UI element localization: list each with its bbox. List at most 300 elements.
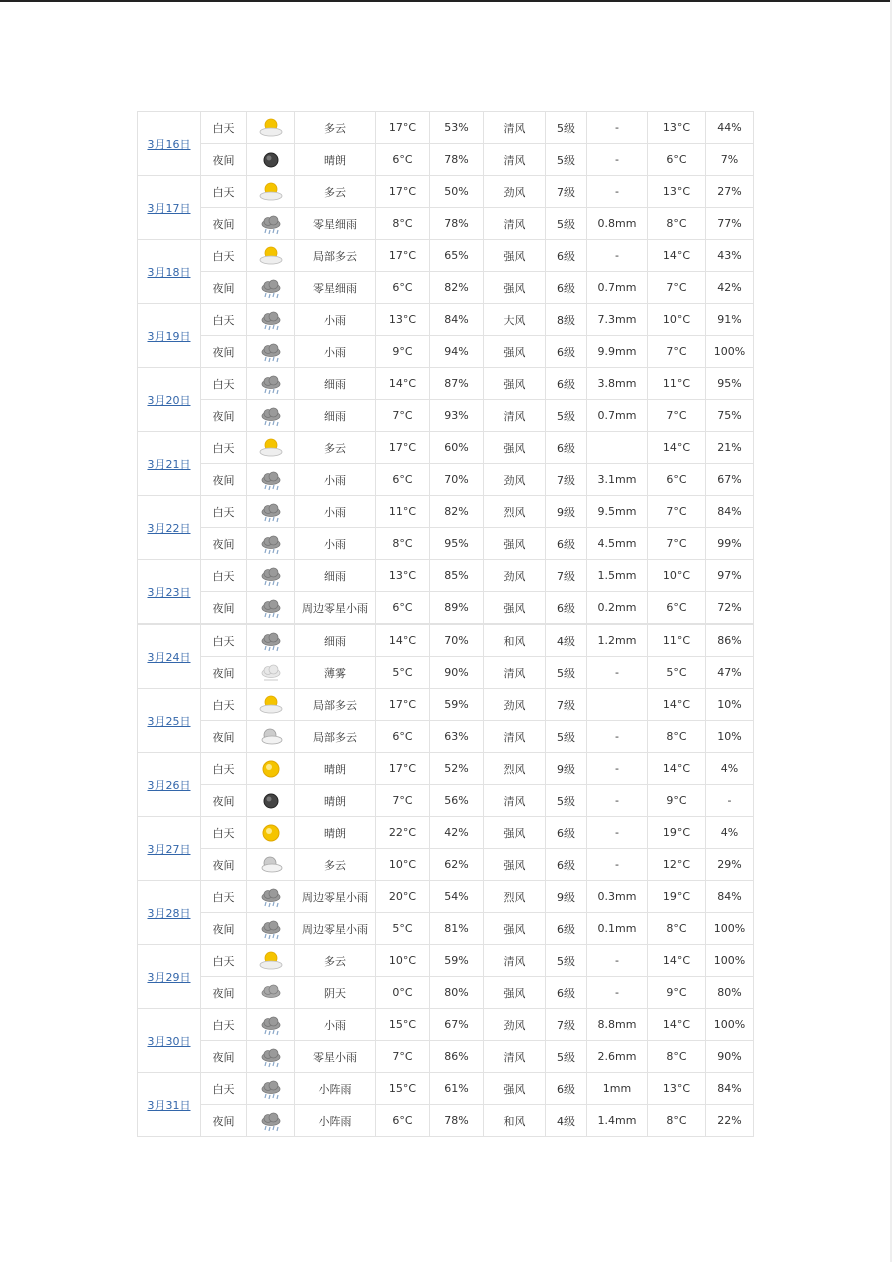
table-row bbox=[138, 144, 754, 176]
feels-like-cell: 10°C bbox=[648, 304, 706, 336]
temperature-cell: 9°C bbox=[376, 336, 430, 368]
wind-cell: 强风 bbox=[484, 913, 546, 945]
weather-desc-cell: 多云 bbox=[295, 945, 376, 977]
rain-icon bbox=[258, 213, 284, 235]
precip-chance-cell: 72% bbox=[706, 592, 754, 624]
wind-cell: 大风 bbox=[484, 304, 546, 336]
temperature-cell: 6°C bbox=[376, 1105, 430, 1137]
table-row bbox=[138, 849, 754, 881]
table-row bbox=[138, 336, 754, 368]
precip-chance-cell: 90% bbox=[706, 1041, 754, 1073]
period-label: 夜间 bbox=[201, 336, 247, 368]
rain-icon bbox=[258, 1078, 284, 1100]
wind-level-cell: 9级 bbox=[546, 496, 587, 528]
period-label: 夜间 bbox=[201, 464, 247, 496]
period-label: 白天 bbox=[201, 945, 247, 977]
wind-level-cell: 9级 bbox=[546, 881, 587, 913]
humidity-cell: 54% bbox=[430, 881, 484, 913]
date-link[interactable]: 3月23日 bbox=[138, 560, 201, 624]
wind-cell: 劲风 bbox=[484, 689, 546, 721]
weather-icon-cell bbox=[247, 304, 295, 336]
precipitation-cell: 1mm bbox=[587, 1073, 648, 1105]
precipitation-cell: 8.8mm bbox=[587, 1009, 648, 1041]
precipitation-cell: 3.8mm bbox=[587, 368, 648, 400]
precipitation-cell bbox=[587, 432, 648, 464]
feels-like-cell: 6°C bbox=[648, 144, 706, 176]
precip-chance-cell: 100% bbox=[706, 336, 754, 368]
wind-cell: 强风 bbox=[484, 1073, 546, 1105]
temperature-cell: 6°C bbox=[376, 592, 430, 624]
date-link[interactable]: 3月30日 bbox=[138, 1009, 201, 1073]
wind-level-cell: 6级 bbox=[546, 272, 587, 304]
feels-like-cell: 6°C bbox=[648, 464, 706, 496]
wind-level-cell: 7级 bbox=[546, 176, 587, 208]
wind-level-cell: 4级 bbox=[546, 1105, 587, 1137]
table-row bbox=[138, 528, 754, 560]
weather-icon-cell bbox=[247, 1041, 295, 1073]
precipitation-cell: - bbox=[587, 977, 648, 1009]
weather-desc-cell: 细雨 bbox=[295, 560, 376, 592]
precip-chance-cell: 27% bbox=[706, 176, 754, 208]
weather-desc-cell: 阴天 bbox=[295, 977, 376, 1009]
date-link[interactable]: 3月18日 bbox=[138, 240, 201, 304]
weather-icon-cell bbox=[247, 945, 295, 977]
date-link[interactable]: 3月20日 bbox=[138, 368, 201, 432]
weather-desc-cell: 晴朗 bbox=[295, 817, 376, 849]
rain-icon bbox=[258, 1014, 284, 1036]
wind-cell: 烈风 bbox=[484, 753, 546, 785]
precipitation-cell: - bbox=[587, 240, 648, 272]
feels-like-cell: 14°C bbox=[648, 432, 706, 464]
weather-desc-cell: 多云 bbox=[295, 432, 376, 464]
sunny-icon bbox=[258, 822, 284, 844]
weather-icon-cell bbox=[247, 496, 295, 528]
period-label: 白天 bbox=[201, 753, 247, 785]
weather-desc-cell: 局部多云 bbox=[295, 721, 376, 753]
wind-cell: 清风 bbox=[484, 112, 546, 144]
wind-level-cell: 5级 bbox=[546, 112, 587, 144]
wind-cell: 劲风 bbox=[484, 560, 546, 592]
feels-like-cell: 19°C bbox=[648, 817, 706, 849]
partly-cloudy-night-icon bbox=[258, 726, 284, 748]
table-row bbox=[138, 1105, 754, 1137]
wind-level-cell: 6级 bbox=[546, 240, 587, 272]
table-row bbox=[138, 753, 754, 785]
temperature-cell: 17°C bbox=[376, 689, 430, 721]
precipitation-cell: 0.2mm bbox=[587, 592, 648, 624]
wind-level-cell: 5级 bbox=[546, 144, 587, 176]
precipitation-cell: 1.5mm bbox=[587, 560, 648, 592]
wind-level-cell: 5级 bbox=[546, 785, 587, 817]
feels-like-cell: 11°C bbox=[648, 625, 706, 657]
wind-cell: 清风 bbox=[484, 400, 546, 432]
table-row bbox=[138, 1073, 754, 1105]
precipitation-cell: 7.3mm bbox=[587, 304, 648, 336]
rain-icon bbox=[258, 886, 284, 908]
weather-icon-cell bbox=[247, 753, 295, 785]
feels-like-cell: 14°C bbox=[648, 240, 706, 272]
feels-like-cell: 7°C bbox=[648, 496, 706, 528]
wind-level-cell: 6级 bbox=[546, 913, 587, 945]
wind-level-cell: 6级 bbox=[546, 528, 587, 560]
precipitation-cell: - bbox=[587, 144, 648, 176]
feels-like-cell: 12°C bbox=[648, 849, 706, 881]
weather-desc-cell: 小雨 bbox=[295, 496, 376, 528]
date-link[interactable]: 3月26日 bbox=[138, 753, 201, 817]
period-label: 夜间 bbox=[201, 849, 247, 881]
period-label: 夜间 bbox=[201, 400, 247, 432]
date-link[interactable]: 3月28日 bbox=[138, 881, 201, 945]
table-row bbox=[138, 368, 754, 400]
wind-cell: 清风 bbox=[484, 721, 546, 753]
weather-desc-cell: 小雨 bbox=[295, 304, 376, 336]
rain-icon bbox=[258, 1046, 284, 1068]
table-row bbox=[138, 272, 754, 304]
weather-desc-cell: 晴朗 bbox=[295, 785, 376, 817]
weather-desc-cell: 细雨 bbox=[295, 625, 376, 657]
wind-cell: 强风 bbox=[484, 336, 546, 368]
feels-like-cell: 9°C bbox=[648, 785, 706, 817]
wind-level-cell: 5级 bbox=[546, 721, 587, 753]
humidity-cell: 60% bbox=[430, 432, 484, 464]
period-label: 夜间 bbox=[201, 1105, 247, 1137]
wind-level-cell: 6级 bbox=[546, 849, 587, 881]
period-label: 夜间 bbox=[201, 785, 247, 817]
rain-icon bbox=[258, 1110, 284, 1132]
feels-like-cell: 8°C bbox=[648, 1105, 706, 1137]
weather-desc-cell: 周边零星小雨 bbox=[295, 592, 376, 624]
weather-desc-cell: 细雨 bbox=[295, 400, 376, 432]
wind-cell: 和风 bbox=[484, 625, 546, 657]
precipitation-cell: - bbox=[587, 849, 648, 881]
rain-icon bbox=[258, 501, 284, 523]
precip-chance-cell: - bbox=[706, 785, 754, 817]
date-link[interactable]: 3月16日 bbox=[138, 112, 201, 176]
wind-level-cell: 6级 bbox=[546, 592, 587, 624]
wind-cell: 烈风 bbox=[484, 496, 546, 528]
date-link[interactable]: 3月21日 bbox=[138, 432, 201, 496]
feels-like-cell: 7°C bbox=[648, 272, 706, 304]
feels-like-cell: 13°C bbox=[648, 176, 706, 208]
precip-chance-cell: 10% bbox=[706, 689, 754, 721]
humidity-cell: 78% bbox=[430, 208, 484, 240]
temperature-cell: 15°C bbox=[376, 1009, 430, 1041]
weather-icon-cell bbox=[247, 785, 295, 817]
precipitation-cell: 0.7mm bbox=[587, 272, 648, 304]
humidity-cell: 56% bbox=[430, 785, 484, 817]
period-label: 白天 bbox=[201, 432, 247, 464]
humidity-cell: 52% bbox=[430, 753, 484, 785]
table-row bbox=[138, 785, 754, 817]
precipitation-cell: - bbox=[587, 753, 648, 785]
precipitation-cell: 1.4mm bbox=[587, 1105, 648, 1137]
precip-chance-cell: 67% bbox=[706, 464, 754, 496]
humidity-cell: 50% bbox=[430, 176, 484, 208]
precipitation-cell: 0.8mm bbox=[587, 208, 648, 240]
feels-like-cell: 14°C bbox=[648, 1009, 706, 1041]
weather-desc-cell: 薄雾 bbox=[295, 657, 376, 689]
weather-icon-cell bbox=[247, 913, 295, 945]
precipitation-cell bbox=[587, 689, 648, 721]
weather-desc-cell: 细雨 bbox=[295, 368, 376, 400]
weather-desc-cell: 多云 bbox=[295, 112, 376, 144]
humidity-cell: 90% bbox=[430, 657, 484, 689]
precip-chance-cell: 44% bbox=[706, 112, 754, 144]
precip-chance-cell: 84% bbox=[706, 881, 754, 913]
wind-cell: 清风 bbox=[484, 785, 546, 817]
wind-cell: 劲风 bbox=[484, 176, 546, 208]
wind-level-cell: 5级 bbox=[546, 1041, 587, 1073]
wind-level-cell: 7级 bbox=[546, 560, 587, 592]
temperature-cell: 5°C bbox=[376, 657, 430, 689]
precipitation-cell: - bbox=[587, 785, 648, 817]
period-label: 夜间 bbox=[201, 977, 247, 1009]
weather-desc-cell: 周边零星小雨 bbox=[295, 881, 376, 913]
precipitation-cell: 0.7mm bbox=[587, 400, 648, 432]
period-label: 夜间 bbox=[201, 272, 247, 304]
precipitation-cell: 2.6mm bbox=[587, 1041, 648, 1073]
temperature-cell: 8°C bbox=[376, 208, 430, 240]
weather-icon-cell bbox=[247, 625, 295, 657]
precip-chance-cell: 95% bbox=[706, 368, 754, 400]
weather-icon-cell bbox=[247, 1105, 295, 1137]
humidity-cell: 42% bbox=[430, 817, 484, 849]
feels-like-cell: 7°C bbox=[648, 400, 706, 432]
weather-desc-cell: 小阵雨 bbox=[295, 1073, 376, 1105]
table-row bbox=[138, 945, 754, 977]
period-label: 夜间 bbox=[201, 592, 247, 624]
period-label: 白天 bbox=[201, 304, 247, 336]
weather-desc-cell: 局部多云 bbox=[295, 240, 376, 272]
feels-like-cell: 7°C bbox=[648, 528, 706, 560]
humidity-cell: 81% bbox=[430, 913, 484, 945]
weather-table-1 bbox=[137, 111, 754, 624]
date-link[interactable]: 3月19日 bbox=[138, 304, 201, 368]
feels-like-cell: 8°C bbox=[648, 208, 706, 240]
partly-cloudy-day-icon bbox=[258, 245, 284, 267]
wind-level-cell: 7级 bbox=[546, 689, 587, 721]
weather-desc-cell: 晴朗 bbox=[295, 753, 376, 785]
feels-like-cell: 14°C bbox=[648, 945, 706, 977]
period-label: 白天 bbox=[201, 560, 247, 592]
rain-icon bbox=[258, 373, 284, 395]
partly-cloudy-night-icon bbox=[258, 854, 284, 876]
period-label: 夜间 bbox=[201, 1041, 247, 1073]
weather-icon-cell bbox=[247, 144, 295, 176]
rain-icon bbox=[258, 597, 284, 619]
period-label: 白天 bbox=[201, 817, 247, 849]
wind-level-cell: 6级 bbox=[546, 432, 587, 464]
feels-like-cell: 5°C bbox=[648, 657, 706, 689]
period-label: 夜间 bbox=[201, 657, 247, 689]
temperature-cell: 14°C bbox=[376, 368, 430, 400]
precipitation-cell: - bbox=[587, 176, 648, 208]
date-link[interactable]: 3月27日 bbox=[138, 817, 201, 881]
humidity-cell: 59% bbox=[430, 689, 484, 721]
wind-level-cell: 5级 bbox=[546, 657, 587, 689]
period-label: 夜间 bbox=[201, 208, 247, 240]
humidity-cell: 86% bbox=[430, 1041, 484, 1073]
feels-like-cell: 19°C bbox=[648, 881, 706, 913]
period-label: 白天 bbox=[201, 176, 247, 208]
temperature-cell: 13°C bbox=[376, 304, 430, 336]
wind-cell: 强风 bbox=[484, 272, 546, 304]
weather-icon-cell bbox=[247, 689, 295, 721]
temperature-cell: 13°C bbox=[376, 560, 430, 592]
table-row bbox=[138, 496, 754, 528]
humidity-cell: 61% bbox=[430, 1073, 484, 1105]
humidity-cell: 95% bbox=[430, 528, 484, 560]
temperature-cell: 6°C bbox=[376, 144, 430, 176]
humidity-cell: 82% bbox=[430, 272, 484, 304]
feels-like-cell: 11°C bbox=[648, 368, 706, 400]
temperature-cell: 6°C bbox=[376, 464, 430, 496]
temperature-cell: 11°C bbox=[376, 496, 430, 528]
wind-cell: 清风 bbox=[484, 208, 546, 240]
wind-level-cell: 6级 bbox=[546, 336, 587, 368]
precip-chance-cell: 47% bbox=[706, 657, 754, 689]
precip-chance-cell: 91% bbox=[706, 304, 754, 336]
wind-level-cell: 5级 bbox=[546, 208, 587, 240]
temperature-cell: 10°C bbox=[376, 945, 430, 977]
wind-cell: 强风 bbox=[484, 528, 546, 560]
precip-chance-cell: 4% bbox=[706, 753, 754, 785]
weather-desc-cell: 晴朗 bbox=[295, 144, 376, 176]
weather-icon-cell bbox=[247, 592, 295, 624]
weather-desc-cell: 零星小雨 bbox=[295, 1041, 376, 1073]
temperature-cell: 17°C bbox=[376, 432, 430, 464]
wind-cell: 清风 bbox=[484, 945, 546, 977]
weather-desc-cell: 多云 bbox=[295, 176, 376, 208]
humidity-cell: 87% bbox=[430, 368, 484, 400]
feels-like-cell: 6°C bbox=[648, 592, 706, 624]
weather-table-2 bbox=[137, 624, 754, 1137]
precipitation-cell: - bbox=[587, 657, 648, 689]
table-row bbox=[138, 689, 754, 721]
humidity-cell: 82% bbox=[430, 496, 484, 528]
weather-icon-cell bbox=[247, 881, 295, 913]
precip-chance-cell: 100% bbox=[706, 1009, 754, 1041]
table-row bbox=[138, 176, 754, 208]
wind-level-cell: 4级 bbox=[546, 625, 587, 657]
overcast-icon bbox=[258, 982, 284, 1004]
wind-level-cell: 5级 bbox=[546, 945, 587, 977]
wind-cell: 强风 bbox=[484, 240, 546, 272]
precip-chance-cell: 84% bbox=[706, 1073, 754, 1105]
temperature-cell: 22°C bbox=[376, 817, 430, 849]
temperature-cell: 8°C bbox=[376, 528, 430, 560]
table-row bbox=[138, 1009, 754, 1041]
wind-level-cell: 6级 bbox=[546, 817, 587, 849]
date-link[interactable]: 3月25日 bbox=[138, 689, 201, 753]
precip-chance-cell: 22% bbox=[706, 1105, 754, 1137]
period-label: 夜间 bbox=[201, 721, 247, 753]
temperature-cell: 15°C bbox=[376, 1073, 430, 1105]
weather-desc-cell: 周边零星小雨 bbox=[295, 913, 376, 945]
wind-level-cell: 8级 bbox=[546, 304, 587, 336]
period-label: 夜间 bbox=[201, 913, 247, 945]
humidity-cell: 94% bbox=[430, 336, 484, 368]
weather-icon-cell bbox=[247, 176, 295, 208]
rain-icon bbox=[258, 918, 284, 940]
weather-desc-cell: 小雨 bbox=[295, 1009, 376, 1041]
clear-night-icon bbox=[258, 149, 284, 171]
table-row bbox=[138, 208, 754, 240]
rain-icon bbox=[258, 565, 284, 587]
precip-chance-cell: 43% bbox=[706, 240, 754, 272]
period-label: 白天 bbox=[201, 112, 247, 144]
weather-desc-cell: 零星细雨 bbox=[295, 272, 376, 304]
weather-icon-cell bbox=[247, 560, 295, 592]
date-link[interactable]: 3月29日 bbox=[138, 945, 201, 1009]
precipitation-cell: 0.1mm bbox=[587, 913, 648, 945]
weather-icon-cell bbox=[247, 112, 295, 144]
humidity-cell: 62% bbox=[430, 849, 484, 881]
feels-like-cell: 14°C bbox=[648, 689, 706, 721]
wind-level-cell: 6级 bbox=[546, 368, 587, 400]
wind-level-cell: 5级 bbox=[546, 400, 587, 432]
temperature-cell: 6°C bbox=[376, 721, 430, 753]
weather-icon-cell bbox=[247, 849, 295, 881]
table-row bbox=[138, 625, 754, 657]
precip-chance-cell: 42% bbox=[706, 272, 754, 304]
date-link[interactable]: 3月24日 bbox=[138, 625, 201, 689]
humidity-cell: 53% bbox=[430, 112, 484, 144]
wind-cell: 和风 bbox=[484, 1105, 546, 1137]
precip-chance-cell: 7% bbox=[706, 144, 754, 176]
weather-desc-cell: 小雨 bbox=[295, 464, 376, 496]
humidity-cell: 70% bbox=[430, 625, 484, 657]
precip-chance-cell: 97% bbox=[706, 560, 754, 592]
wind-cell: 强风 bbox=[484, 592, 546, 624]
humidity-cell: 78% bbox=[430, 1105, 484, 1137]
rain-icon bbox=[258, 469, 284, 491]
feels-like-cell: 13°C bbox=[648, 1073, 706, 1105]
precip-chance-cell: 80% bbox=[706, 977, 754, 1009]
feels-like-cell: 7°C bbox=[648, 336, 706, 368]
wind-cell: 强风 bbox=[484, 977, 546, 1009]
period-label: 白天 bbox=[201, 625, 247, 657]
date-link[interactable]: 3月17日 bbox=[138, 176, 201, 240]
period-label: 白天 bbox=[201, 496, 247, 528]
table-row bbox=[138, 240, 754, 272]
weather-icon-cell bbox=[247, 657, 295, 689]
partly-cloudy-day-icon bbox=[258, 437, 284, 459]
precip-chance-cell: 99% bbox=[706, 528, 754, 560]
weather-icon-cell bbox=[247, 240, 295, 272]
temperature-cell: 17°C bbox=[376, 176, 430, 208]
weather-icon-cell bbox=[247, 368, 295, 400]
feels-like-cell: 8°C bbox=[648, 721, 706, 753]
humidity-cell: 70% bbox=[430, 464, 484, 496]
table-row bbox=[138, 1041, 754, 1073]
date-link[interactable]: 3月22日 bbox=[138, 496, 201, 560]
rain-icon bbox=[258, 309, 284, 331]
humidity-cell: 84% bbox=[430, 304, 484, 336]
weather-icon-cell bbox=[247, 977, 295, 1009]
weather-icon-cell bbox=[247, 817, 295, 849]
weather-desc-cell: 局部多云 bbox=[295, 689, 376, 721]
humidity-cell: 78% bbox=[430, 144, 484, 176]
temperature-cell: 17°C bbox=[376, 112, 430, 144]
period-label: 白天 bbox=[201, 368, 247, 400]
feels-like-cell: 8°C bbox=[648, 913, 706, 945]
top-border-rule bbox=[0, 0, 892, 2]
date-link[interactable]: 3月31日 bbox=[138, 1073, 201, 1137]
weather-desc-cell: 小雨 bbox=[295, 528, 376, 560]
precipitation-cell: - bbox=[587, 721, 648, 753]
table-row bbox=[138, 464, 754, 496]
